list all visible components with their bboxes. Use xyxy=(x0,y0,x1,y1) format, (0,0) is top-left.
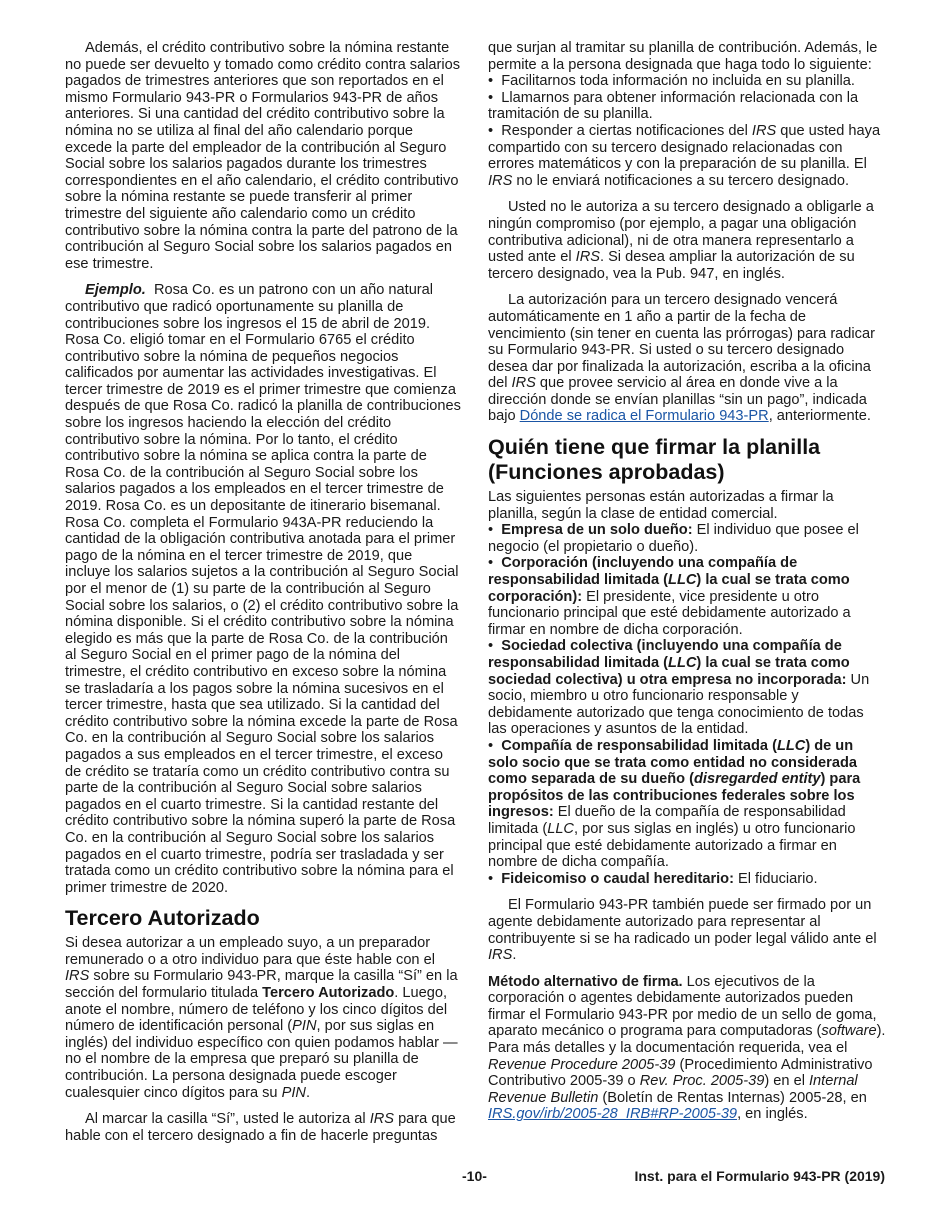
example-label: Ejemplo. xyxy=(85,282,146,299)
bullet-icon: • xyxy=(488,89,494,106)
tercero-paragraph: Si desea autorizar a un empleado suyo, a un preparador remunerado o a otro individuo para que éste hable con el IRS sobre su Formulario 943-PR, marque la casilla “Sí” en la sección del formulario titulada Tercero Autorizado. Luego, anote el nombre, número de teléfono y los cinco dígitos del número de identificación personal (PIN, por sus siglas en inglés) del individuo específico con quien podamos hablar —no el nombre de la empresa que preparó su planilla de contribución. La persona designada puede escoger cualesquier cinco dígitos para su PIN. xyxy=(65,935,458,1101)
list-item: • Llamarnos para obtener información relacionada con la tramitación de su planilla. xyxy=(488,89,859,123)
heading-who-must-sign: Quién tiene que firmar la planilla (Funciones aprobadas) xyxy=(488,435,821,485)
agent-signing-paragraph: El Formulario 943-PR también puede ser firmado por un agente debidamente autorizado para representar al contribuyente si se ha radicado un poder legal válido ante el IRS. xyxy=(488,897,877,964)
bullet-icon: • xyxy=(488,122,494,139)
expiration-paragraph: La autorización para un tercero designado vencerá automáticamente en 1 año a partir de la fecha de vencimiento (sin tener en cuenta las prórrogas) para radicar su Formulario 943-PR. Si usted o su tercero designado desea dar por finalizada la autorización, escriba a la oficina del IRS que provee servicio al área en donde vive a la dirección donde se envían planillas “sin un pago”, indicada bajo Dónde se radica el Formulario 943-PR, anteriormente. xyxy=(488,292,875,425)
list-item: • Sociedad colectiva (incluyendo una compañía de responsabilidad limitada (LLC) la cual se trata como sociedad colectiva) u otra empresa no incorporada: Un socio, miembro u otro funcionario responsable y debidamente autorizado que tenga conocimiento de todas las operaciones y asuntos de la entidad. xyxy=(488,638,870,738)
irb-link[interactable]: IRS.gov/irb/2005-28_IRB#RP-2005-39 xyxy=(488,1106,738,1123)
list-item: • Facilitarnos toda información no incluida en su planilla. xyxy=(488,73,855,90)
list-item: • Corporación (incluyendo una compañía de responsabilidad limitada (LLC) la cual se trata como corporación): El presidente, vice presidente u otro funcionario principal que esté debidamente autorizado a firmar en nombre de dicha corporación. xyxy=(488,555,851,638)
heading-tercero-autorizado: Tercero Autorizado xyxy=(65,906,260,931)
where-to-file-link[interactable]: Dónde se radica el Formulario 943-PR xyxy=(519,408,769,425)
right-column xyxy=(488,40,886,1133)
left-column xyxy=(65,40,461,1154)
signers-list xyxy=(488,522,886,887)
bullet-icon: • xyxy=(488,522,494,539)
example-paragraph xyxy=(65,282,461,896)
footer-doc-title: Inst. para el Formulario 943-PR (2019) xyxy=(634,1168,885,1184)
no-authority-paragraph: Usted no le autoriza a su tercero designado a obligarle a ningún compromiso (por ejemplo, a pagar una obligación contributiva adicional), ni de otra manera representarlo a usted ante el IRS. Si desea ampliar la autorización de su tercero designado, vea la Pub. 947, en inglés. xyxy=(488,199,874,282)
designee-permissions-list xyxy=(488,73,886,189)
list-item: • Empresa de un solo dueño: El individuo que posee el negocio (el propietario o dueño). xyxy=(488,522,859,555)
list-item: • Fideicomiso o caudal hereditario: El fiduciario. xyxy=(488,870,818,887)
alternative-signature-paragraph: Método alternativo de firma. Los ejecutivos de la corporación o agentes debidamente autorizados pueden firmar el Formulario 943-PR por medio de un sello de goma, aparato mecánico o programa para computadoras (software). Para más detalles y la documentación requerida, vea el Revenue Procedure 2005-39 (Procedimiento Administrativo Contributivo 2005-39 o Rev. Proc. 2005-39) en el Internal Revenue Bulletin (Boletín de Rentas Internas) 2005-28, en IRS.gov/irb/2005-28_IRB#RP-2005-39, en inglés. xyxy=(488,973,886,1123)
list-item: • Responder a ciertas notificaciones del IRS que usted haya compartido con su tercero designado relacionadas con errores matemáticos y con la preparación de su planilla. El IRS no le enviará notificaciones a su tercero designado. xyxy=(488,122,881,189)
tercero-paragraph-2: Al marcar la casilla “Sí”, usted le autoriza al IRS para que hable con el tercero designado a fin de hacerle preguntas xyxy=(65,1111,456,1144)
signers-intro: Las siguientes personas están autorizadas a firmar la planilla, según la clase de entidad comercial. xyxy=(488,489,834,522)
credit-paragraph: Además, el crédito contributivo sobre la nómina restante no puede ser devuelto y tomado como crédito contra salarios pagados de trimestres anteriores que son reportados en el mismo Formulario 943-PR o Formularios 943-PR de años anteriores. Si una cantidad del crédito contributivo sobre la nómina no se utiliza al final del año calendario porque excede la parte del empleador de la contribución al Seguro Social sobre los salarios pagados durante los trimestres correspondientes en el año calendario, el crédito contributivo sobre la nómina restante se puede transferir al primer trimestre del siguiente año calendario como un crédito contributivo sobre la nómina contra la parte del patrono de la contribución al Seguro Social sobre los salarios pagados en ese trimestre. xyxy=(65,40,461,272)
continuation-paragraph: que surjan al tramitar su planilla de contribución. Además, le permite a la persona designada que haga todo lo siguiente: xyxy=(488,40,878,73)
bullet-icon: • xyxy=(488,737,494,754)
bullet-icon: • xyxy=(488,638,494,655)
example-text: Rosa Co. es un patrono con un año natural contributivo que radicó oportunamente su planilla de contribuciones sobre los ingresos el 15 de abril de 2019. Rosa Co. eligió tomar en el Formulario 6765 el crédito contributivo sobre la nómina de pequeños negocios calificados por aumentar las actividades investigativas. El tercer trimestre de 2019 es el primer trimestre que comienza después de que Rosa Co. radicó la planilla de contribuciones sobre los ingresos haciendo la elección del crédito contributivo sobre la nómina. Por lo tanto, el crédito contributivo sobre la nómina se aplica contra la parte de Rosa Co. de la contribución al Seguro Social sobre los salarios pagados a los empleados en el tercer trimestre de 2019. Rosa Co. es un depositante de itinerario bisemanal. Rosa Co. completa el Formulario 943A-PR reduciendo la cantidad de la obligación contributiva anotada para el primer pago de la nómina en el tercer trimestre de 2019, que incluye los salarios sujetos a la contribución al Seguro Social por el menor de (1) su parte de la contribución al Seguro Social sobre los salarios, o (2) el crédito contributivo sobre la nómina disponible. Si el crédito contributivo sobre la nómina elegido es más que la parte de Rosa Co. de la contribución al Seguro Social en el primer pago de la nómina del trimestre, el crédito contributivo en exceso sobre la nómina se trasladaría a los pagos sobre la nómina sucesivos en el tercer trimestre, hasta que sea utilizado. Si la cantidad del crédito contributivo sobre la nómina excede la parte de Rosa Co. en la contribución al Seguro Social sobre los salarios pagados a sus empleados en el tercer trimestre, el exceso de crédito se trataría como un crédito contributivo contra su parte de la contribución al Seguro Social sobre salarios pagados en el cuarto trimestre. Si la cantidad restante del crédito contributivo sobre la nómina superó la parte de Rosa Co. en la contribución al Seguro Social sobre los salarios pagados en el cuarto trimestre, podría ser trasladada y ser tratada como un crédito contributivo sobre la nómina para el primer trimestre de 2020. xyxy=(65,282,461,896)
bullet-icon: • xyxy=(488,73,494,90)
bullet-icon: • xyxy=(488,555,494,572)
page-number: -10- xyxy=(462,1168,487,1184)
bullet-icon: • xyxy=(488,870,494,887)
list-item: • Compañía de responsabilidad limitada (LLC) de un solo socio que se trata como entidad no considerada como separada de su dueño (disregarded entity) para propósitos de las contribuciones federales sobre los ingresos: El dueño de la compañía de responsabilidad limitada (LLC, por sus siglas en inglés) u otro funcionario principal que esté debidamente autorizado a firmar en nombre de dicha compañía. xyxy=(488,737,861,871)
